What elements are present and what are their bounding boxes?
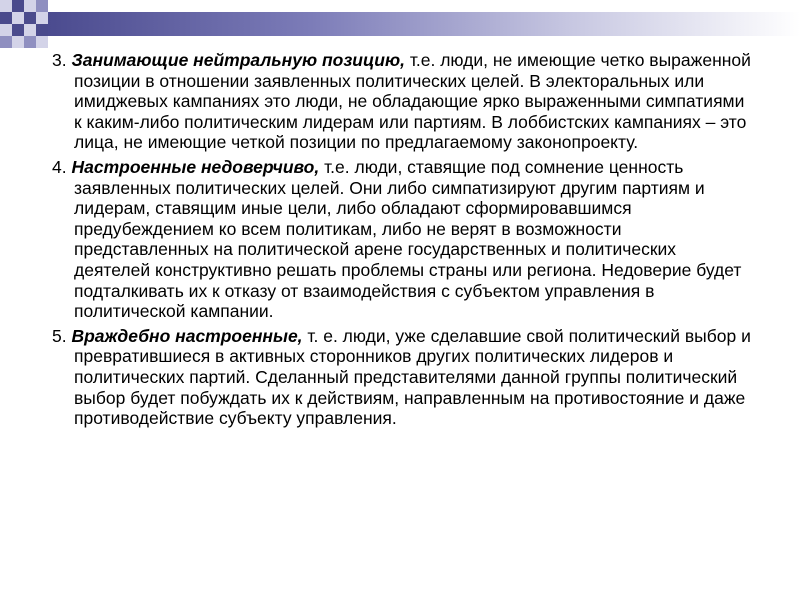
item-number: 3. [52,50,67,70]
decor-square [0,24,12,36]
item-body: т.е. люди, ставящие под сомнение ценность заявленных политических целей. Они либо симпатизируют другим партиям и лидерам, ставящим иные цели, либо обладают сформировавшимся предубеждением ко всем политикам, либо не верят в возможности представленных на политической арене государственных и политических деятелей конструктивно решать проблемы страны или региона. Недоверие будет подталкивать их к отказу от взаимодействия с субъектом управления в политической кампании. [74,156,742,322]
slide-body [52,50,752,433]
decor-square [0,12,12,24]
decor-square [36,0,48,12]
decor-square [0,0,12,12]
header-decoration [0,0,800,48]
item-body: т.е. люди, не имеющие четко выраженной позиции в отношении заявленных политических целей. В электоральных или имиджевых кампаниях это люди, не обладающие ярко выраженными симпатиями к каким-либо политическим лидерам или партиям. В лоббистских кампаниях – это лица, не имеющие четкой позиции по предлагаемому законопроекту. [74,50,751,153]
header-gradient-band [48,12,800,36]
decor-square [12,12,24,24]
decor-square [36,36,48,48]
decor-square [36,24,48,36]
list-item [52,157,752,322]
item-lead: Враждебно настроенные, [71,325,303,346]
list-item [52,326,752,429]
list-item [52,50,752,153]
item-lead: Занимающие нейтральную позицию, [71,50,405,70]
decor-square [12,36,24,48]
item-number: 4. [52,156,67,177]
decor-square [24,24,36,36]
decor-square [24,36,36,48]
item-body: т. е. люди, уже сделавшие свой политический выбор и превратившиеся в активных сторонников других политических лидеров и политических партий. Сделанный представителями данной группы политический выбор будет побуждать их к действиям, направленным на противостояние и даже противодействие субъекту управления. [74,325,751,429]
decor-square [12,0,24,12]
item-lead: Настроенные недоверчиво, [71,156,320,177]
decor-square [0,36,12,48]
decor-square [24,12,36,24]
item-number: 5. [52,325,67,346]
decor-square [12,24,24,36]
decor-square [36,12,48,24]
decor-square [24,0,36,12]
